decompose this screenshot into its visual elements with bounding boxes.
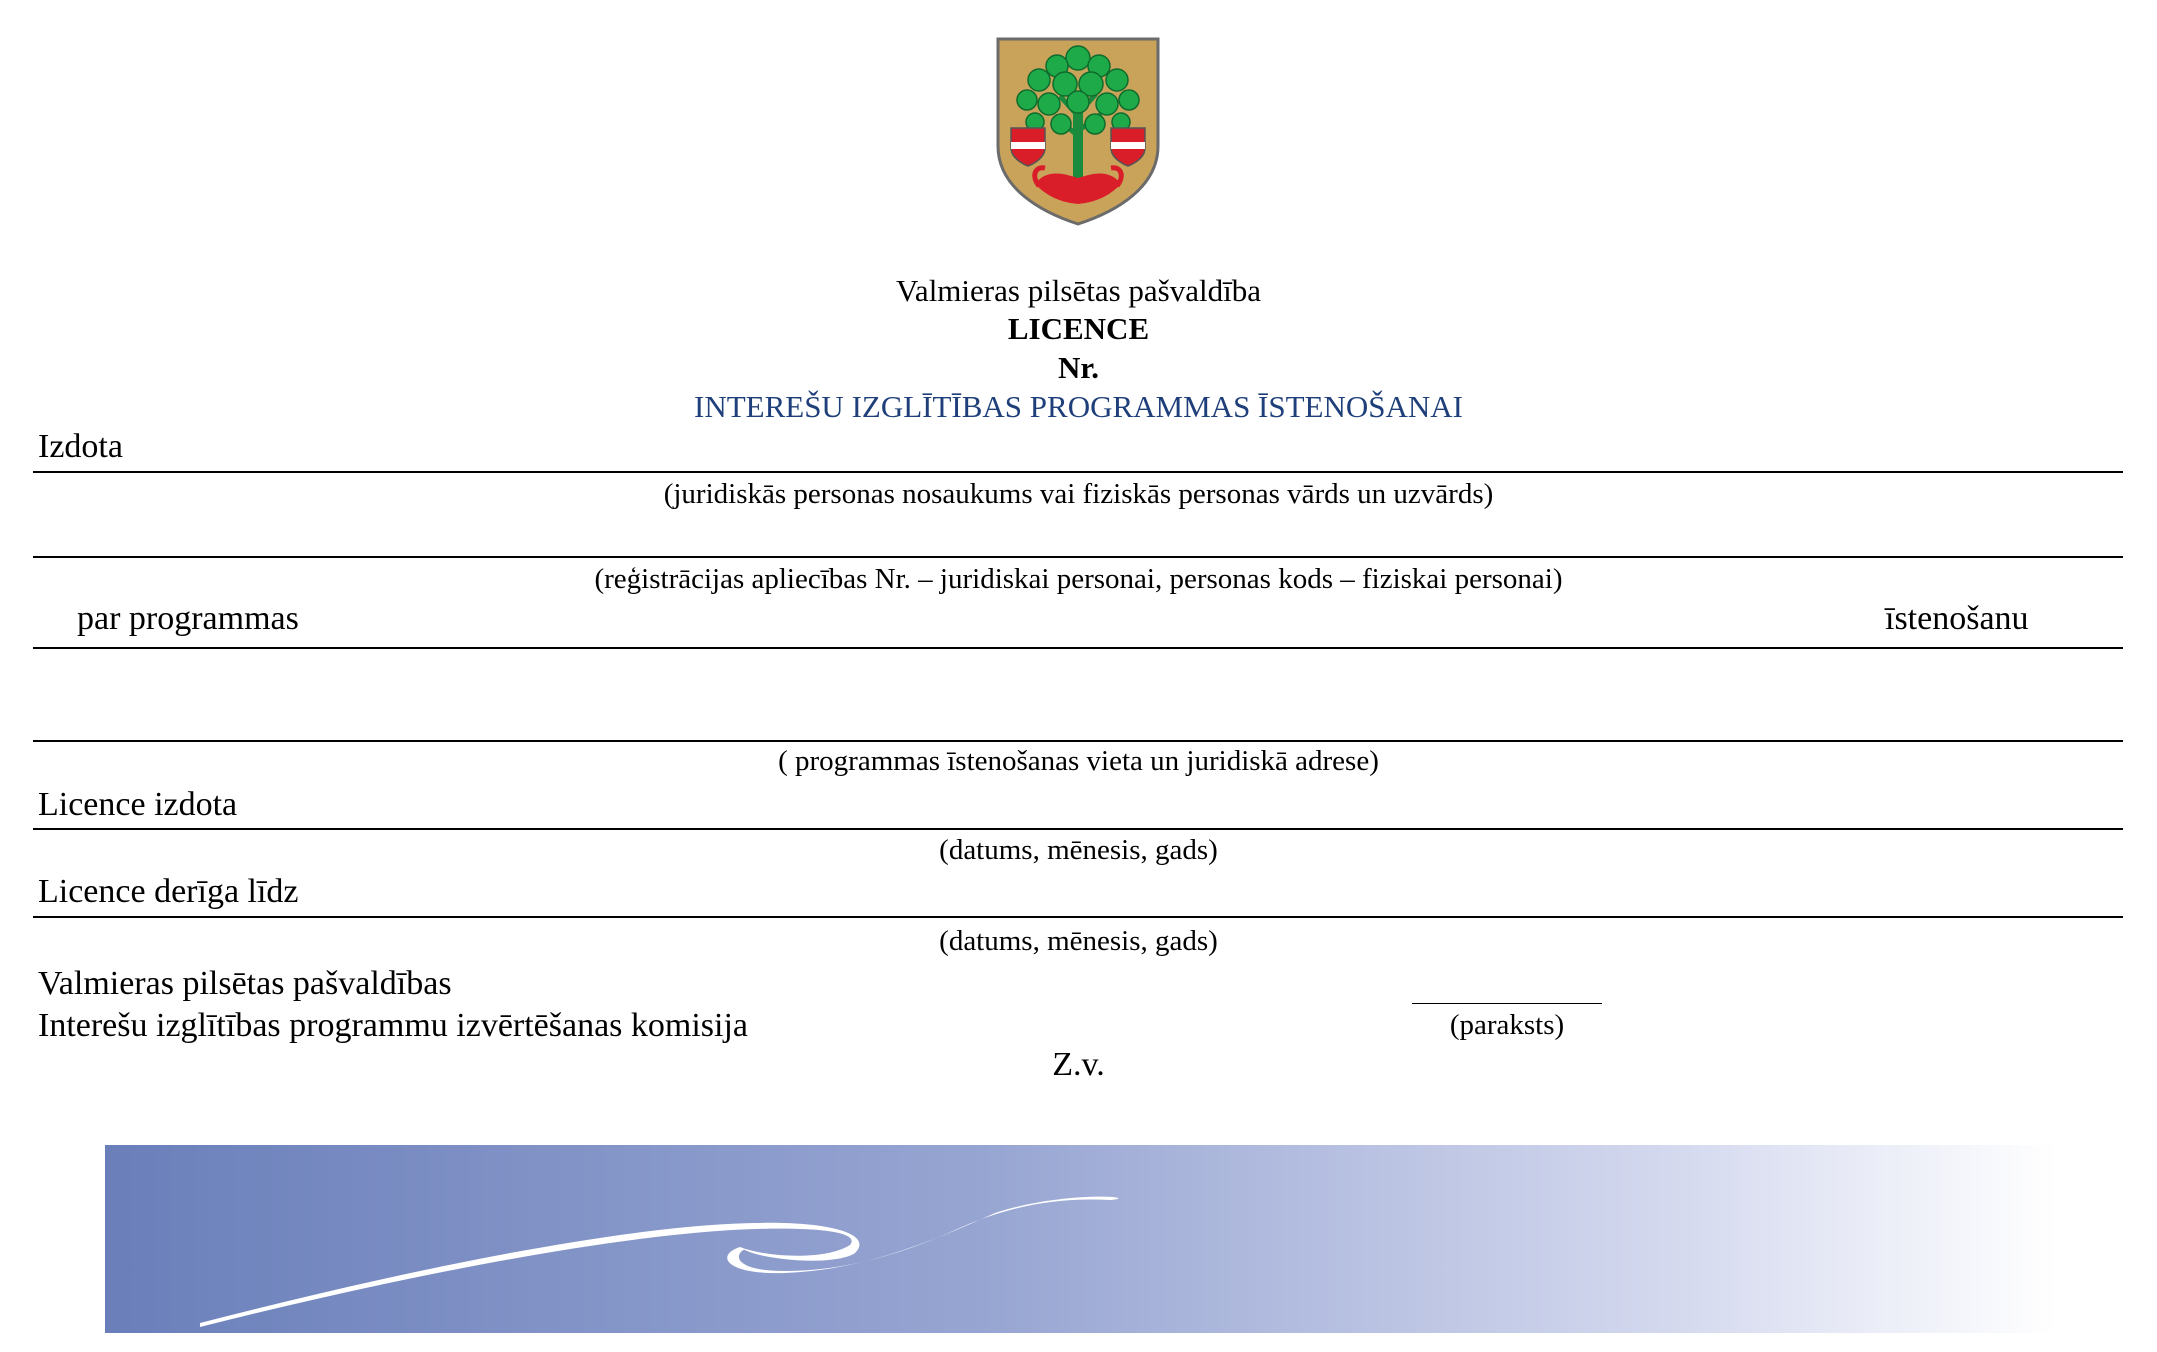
valid-until-label: Licence derīga līdz <box>38 873 299 910</box>
valid-until-line[interactable] <box>33 916 2123 918</box>
location-hint: ( programmas īstenošanas vieta un juridiskā adrese) <box>778 745 1379 777</box>
program-line[interactable] <box>33 647 2123 649</box>
issued-to-label: Izdota <box>38 428 123 465</box>
license-number-label: Nr. <box>1057 350 1100 385</box>
document-title: LICENCE <box>1007 311 1150 346</box>
signature-hint: (paraksts) <box>1449 1009 1565 1041</box>
seal-mark: Z.v. <box>1052 1046 1105 1083</box>
issued-date-hint: (datums, mēnesis, gads) <box>939 834 1218 866</box>
issued-to-hint: (juridiskās personas nosaukums vai fiziskās personas vārds un uzvārds) <box>663 478 1494 510</box>
decorative-wave-banner <box>105 1145 2057 1333</box>
coat-of-arms-icon <box>995 36 1161 226</box>
document-subtitle: INTEREŠU IZGLĪTĪBAS PROGRAMMAS ĪSTENOŠANAI <box>694 389 1463 424</box>
location-line[interactable] <box>33 740 2123 742</box>
issued-to-line[interactable] <box>33 471 2123 473</box>
municipality-name: Valmieras pilsētas pašvaldība <box>895 273 1261 308</box>
signature-line[interactable] <box>1412 1003 1602 1004</box>
program-prefix-label: par programmas <box>77 600 299 637</box>
issued-date-label: Licence izdota <box>38 786 238 823</box>
authority-line-1: Valmieras pilsētas pašvaldības <box>38 965 452 1002</box>
authority-line-2: Interešu izglītības programmu izvērtēšanas komisija <box>38 1007 749 1044</box>
issued-date-line[interactable] <box>33 828 2123 830</box>
registration-hint: (reģistrācijas apliecības Nr. – juridiskai personai, personas kods – fiziskai personai) <box>594 563 1563 595</box>
program-suffix-label: īstenošanu <box>1885 600 2029 637</box>
valid-until-hint: (datums, mēnesis, gads) <box>939 925 1218 957</box>
registration-line[interactable] <box>33 556 2123 558</box>
